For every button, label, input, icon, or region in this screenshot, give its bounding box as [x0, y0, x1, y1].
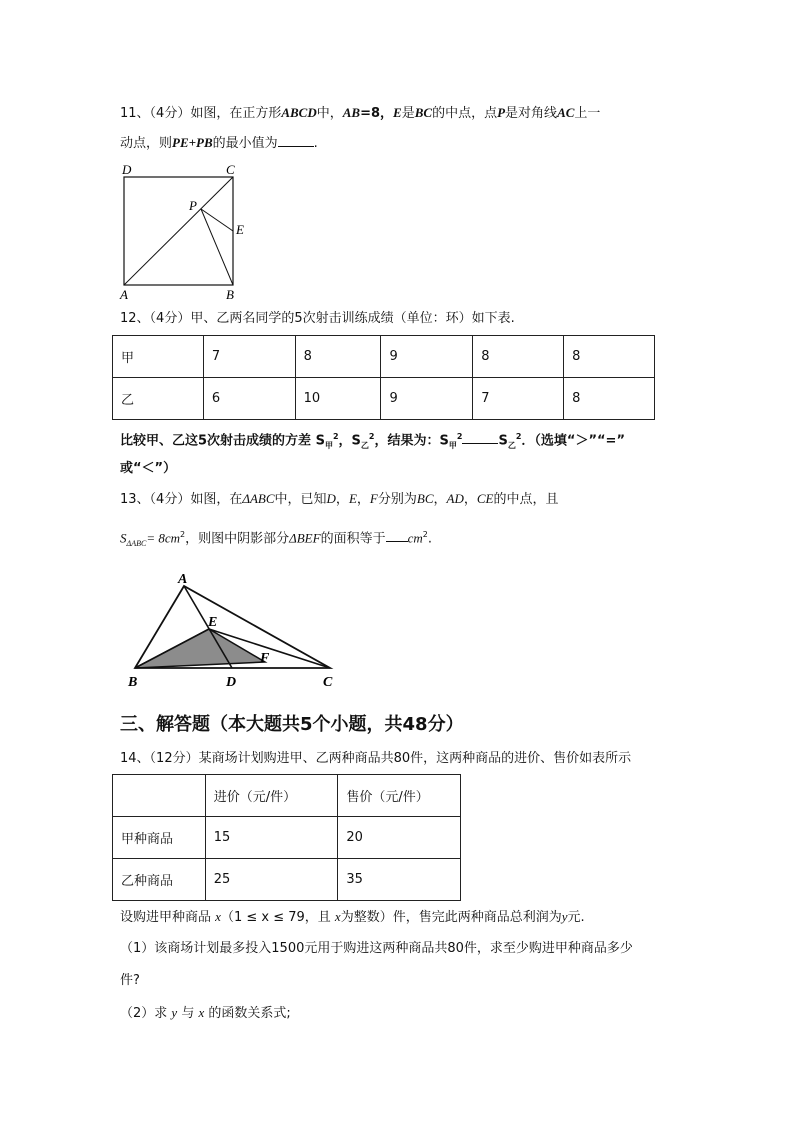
answer-blank [462, 431, 498, 444]
table-cell: 7 [473, 378, 564, 420]
table-cell: 15 [205, 817, 338, 859]
q13-line1: 13、（4分）如图，在ΔABC中，已知D，E，F分别为BC，AD，CE的中点，且 [120, 491, 559, 507]
q14-setup-line: 设购进甲种商品 x（1 ≤ x ≤ 79，且 x为整数）件，售完此两种商品总利润为y元. [120, 909, 585, 925]
table-cell: 10 [295, 378, 381, 420]
q12-compare-line2: 或“＜”） [120, 461, 177, 476]
table-cell: 6 [203, 378, 295, 420]
q14-title: 14、（12分）某商场计划购进甲、乙两种商品共80件，这两种商品的进价、售价如表所示 [120, 751, 632, 766]
table-cell: 8 [295, 336, 381, 378]
table-cell: 乙种商品 [113, 859, 206, 901]
table-cell: 7 [203, 336, 295, 378]
table-cell: 9 [381, 378, 473, 420]
label-a: A [120, 287, 128, 302]
q11-square-figure [110, 160, 260, 304]
table-cell: 8 [564, 378, 655, 420]
label-e: E [236, 222, 244, 237]
table-cell: 甲 [113, 336, 204, 378]
label-c: C [226, 162, 235, 177]
q12-title: 12、（4分）甲、乙两名同学的5次射击训练成绩（单位：环）如下表. [120, 311, 515, 326]
label-p: P [189, 198, 197, 213]
label-b: B [226, 287, 234, 302]
q12-score-table [112, 335, 655, 420]
table-row [113, 817, 461, 859]
q12-compare-line: 比较甲、乙这5次射击成绩的方差 $S_甲^2$，$S_乙^2$，结果为：$S_甲^2$ $S_乙^2$．（选填“＞”“=” [120, 432, 625, 450]
q13-line2: $S_{\Delta ABC}= 8cm^2$，则图中阴影部分ΔBEF的面积等于 $cm^2$. [120, 530, 432, 548]
table-row [113, 859, 461, 901]
table-row [113, 336, 655, 378]
label-e: E [208, 615, 218, 630]
label-b: B [128, 675, 138, 690]
q14-part1-line2: 件? [120, 973, 140, 988]
label-d: D [122, 162, 132, 177]
answer-blank [278, 134, 314, 147]
label-c: C [323, 675, 333, 690]
table-cell: 9 [381, 336, 473, 378]
table-cell: 25 [205, 859, 338, 901]
table-cell: 甲种商品 [113, 817, 206, 859]
q11-line2: 动点，则PE+PB的最小值为 . [120, 135, 318, 151]
table-header-cell [113, 775, 206, 817]
diagonal-ac [124, 177, 233, 285]
section-heading: 三、解答题（本大题共5个小题，共48分） [120, 714, 464, 735]
table-row [113, 775, 461, 817]
table-cell: 8 [473, 336, 564, 378]
table-cell: 20 [338, 817, 461, 859]
table-row [113, 378, 655, 420]
table-header-cell: 进价（元/件） [205, 775, 338, 817]
q14-part2: （2）求 y 与 x 的函数关系式; [120, 1005, 291, 1021]
q13-triangle-figure [120, 566, 350, 691]
label-a: A [178, 572, 188, 587]
table-cell: 8 [564, 336, 655, 378]
label-d: D [226, 675, 237, 690]
table-cell: 乙 [113, 378, 204, 420]
answer-blank [386, 529, 408, 542]
label-f: F [260, 651, 270, 666]
q14-part1-line1: （1）该商场计划最多投入1500元用于购进这两种商品共80件，求至少购进甲种商品多少 [120, 941, 633, 956]
q14-price-table [112, 774, 461, 901]
table-cell: 35 [338, 859, 461, 901]
q11-line1: 11、（4分）如图，在正方形ABCD中，AB=8，E是BC的中点，点P是对角线AC上一 [120, 105, 601, 121]
table-header-cell: 售价（元/件） [338, 775, 461, 817]
